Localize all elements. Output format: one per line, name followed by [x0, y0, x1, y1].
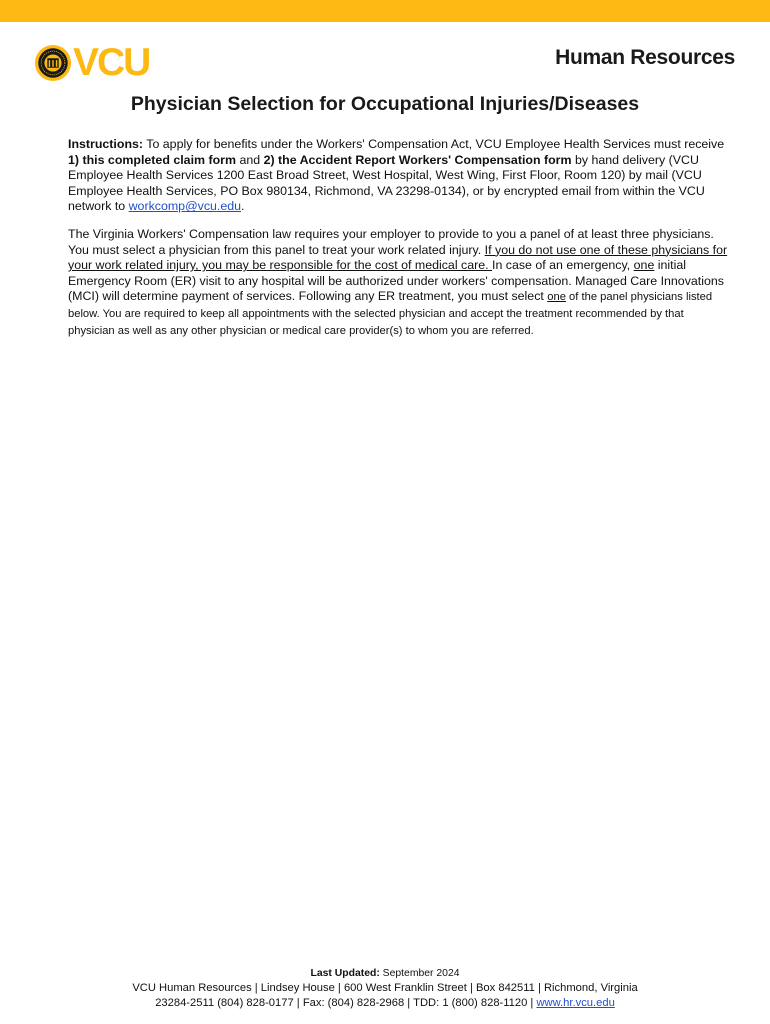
panel-text-4: of the panel physicians listed below. You are required to keep all appointments with the selected physician and accept the treatment recommended by that physician as well as any other physician or medical care provider(s) to whom you are referred.	[68, 291, 713, 337]
instructions-text-2: and	[236, 152, 264, 167]
claim-form-item: 1) this completed claim form	[68, 152, 236, 167]
instructions-text-3: by hand delivery (VCU Employee Health Services 1200 East Broad Street, West Hospital, West Wing, First Floor, Room 120) by mail (VCU Employee Health Services, PO Box 980134, Richmond, VA 23298-0134), or by encrypted email from within the VCU network to	[68, 152, 705, 214]
panel-emphasis-one-2: one	[547, 291, 566, 304]
instructions-text-4: .	[241, 199, 245, 214]
panel-text-2: In case of an emergency,	[492, 258, 634, 273]
instructions-paragraph	[68, 137, 728, 215]
department-name: Human Resources	[555, 46, 735, 69]
footer-contact-line	[0, 996, 770, 1011]
vcu-wordmark: VCU	[73, 41, 150, 84]
last-updated	[0, 966, 770, 981]
top-accent-bar	[0, 0, 770, 22]
footer-address-line: VCU Human Resources | Lindsey House | 600 West Franklin Street | Box 842511 | Richmond, Virginia	[132, 982, 638, 994]
panel-emphasis-one: one	[633, 258, 655, 273]
footer-phone-numbers: 23284-2511 (804) 828-0177 | Fax: (804) 828-2968 | TDD: 1 (800) 828-1120 |	[155, 997, 537, 1009]
page-footer	[0, 966, 770, 1011]
document-title: Physician Selection for Occupational Injuries/Diseases	[130, 93, 640, 115]
vcu-seal-icon	[34, 44, 72, 82]
panel-warning: If you do not use one of these physicians for your work related injury, you may be responsible for the cost of medical care.	[68, 242, 728, 273]
vcu-logo	[34, 43, 149, 83]
panel-text-1: The Virginia Workers' Compensation law requires your employer to provide to you a panel of at least three physicians. You must select a physician from this panel to treat your work related injury.	[68, 227, 714, 257]
panel-text-3: initial Emergency Room (ER) visit to any hospital will be authorized under workers' compensation. Managed Care Innovations (MCI) will determine payment of services. Following any ER treatment, you must select	[68, 258, 724, 304]
panel-paragraph	[68, 227, 728, 339]
accident-report-item: 2) the Accident Report Workers' Compensation form	[263, 152, 572, 167]
instructions-label: Instructions:	[68, 137, 144, 151]
website-link[interactable]: www.hr.vcu.edu	[536, 997, 615, 1009]
last-updated-value: September 2024	[379, 968, 460, 979]
instructions-text-1: To apply for benefits under the Workers' Compensation Act, VCU Employee Health Services must receive	[143, 137, 725, 151]
email-link[interactable]: workcomp@vcu.edu	[128, 199, 242, 214]
last-updated-label: Last Updated:	[310, 968, 380, 979]
